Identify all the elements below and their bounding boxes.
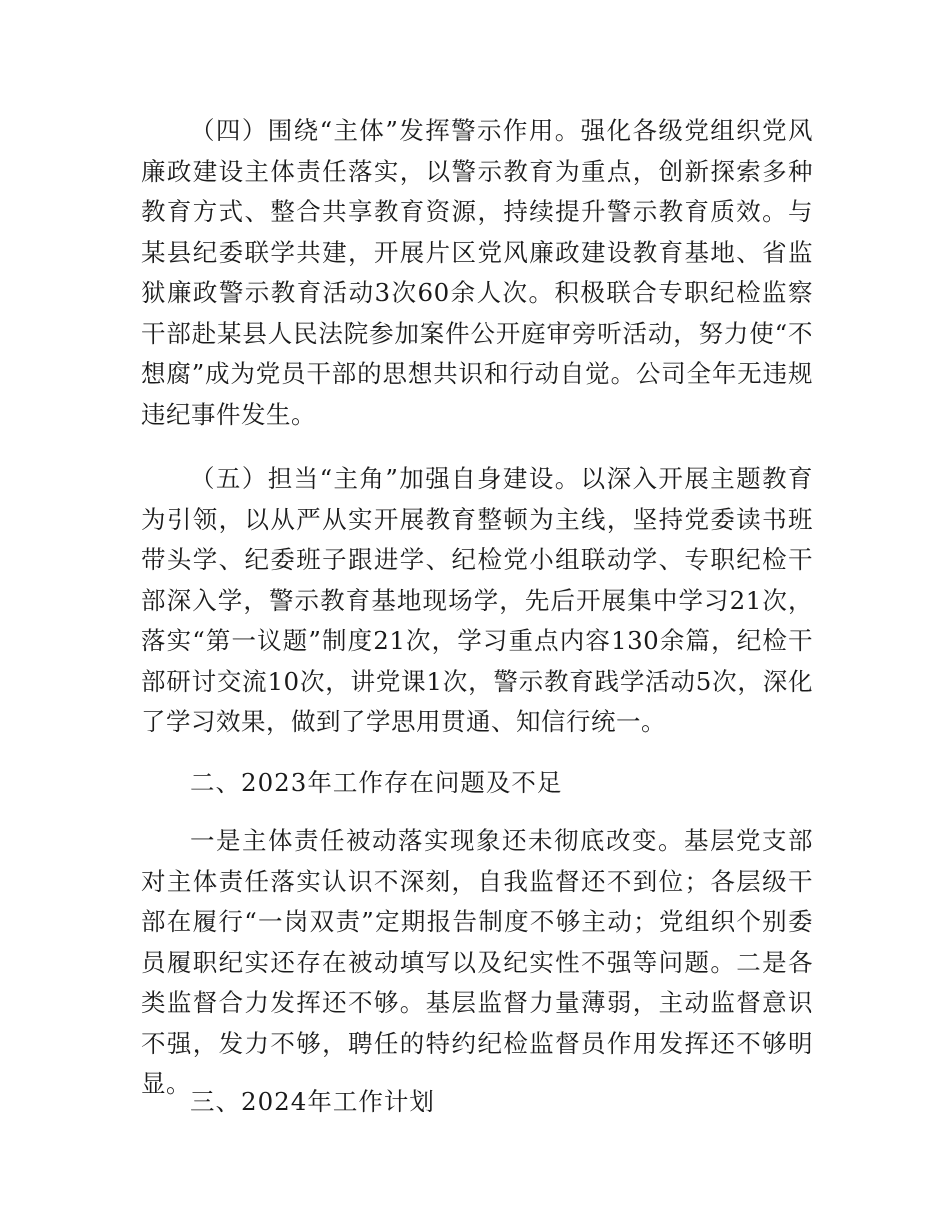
section-heading-problems: 二、2023年工作存在问题及不足	[190, 768, 563, 797]
paragraph-self-building: （五）担当“主角”加强自身建设。以深入开展主题教育为引领，以从严从实开展教育整顿为主线，坚持党委读书班带头学、纪委班子跟进学、纪检党小组联动学、专职纪检干部深入学，警示教育基地现场学，先后开展集中学习21次，落实“第一议题”制度21次，学习重点内容130余篇，纪检干部研讨交流10次，讲党课1次，警示教育践学活动5次，深化了学习效果，做到了学思用贯通、知信行统一。	[141, 464, 813, 736]
section-heading-plan: 三、2024年工作计划	[190, 1087, 435, 1116]
paragraph-problems: 一是主体责任被动落实现象还未彻底改变。基层党支部对主体责任落实认识不深刻，自我监督还不到位；各层级干部在履行“一岗双责”定期报告制度不够主动；党组织个别委员履职纪实还存在被动填写以及纪实性不强等问题。二是各类监督合力发挥还不够。基层监督力量薄弱，主动监督意识不强，发力不够，聘任的特约纪检监督员作用发挥还不够明显。	[141, 826, 813, 1098]
paragraph-warning-education: （四）围绕“主体”发挥警示作用。强化各级党组织党风廉政建设主体责任落实，以警示教育为重点，创新探索多种教育方式、整合共享教育资源，持续提升警示教育质效。与某县纪委联学共建，开展片区党风廉政建设教育基地、省监狱廉政警示教育活动3次60余人次。积极联合专职纪检监察干部赴某县人民法院参加案件公开庭审旁听活动，努力使“不想腐”成为党员干部的思想共识和行动自觉。公司全年无违规违纪事件发生。	[141, 116, 813, 429]
